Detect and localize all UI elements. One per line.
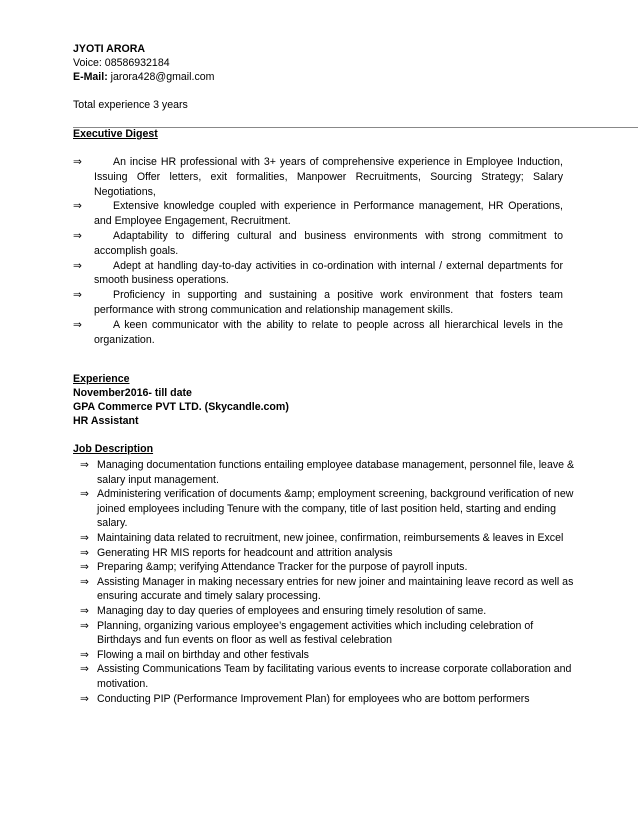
arrow-icon: ⇒ <box>73 318 82 331</box>
job-item-text: Assisting Manager in making necessary entries for new joiner and maintaining leave record as well as ensuring accurate and timely salary processing. <box>97 575 574 603</box>
job-item-text: Administering verification of documents &amp; employment screening, background verification of new joined employees including Tenure with the company, title of last position held, starting and ending salary. <box>97 488 574 530</box>
arrow-icon: ⇒ <box>80 648 89 661</box>
job-item <box>76 575 576 604</box>
arrow-icon: ⇒ <box>73 289 82 302</box>
digest-item-text: An incise HR professional with 3+ years of comprehensive experience in Employee Induction, Issuing Offer letters, exit formalities, Manpower Recruitments, Sourcing Strategy; Salary Negotiations, <box>94 156 563 198</box>
digest-item <box>73 229 563 259</box>
job-item-text: Planning, organizing various employee’s engagement activities which including celebration of Birthdays and fun events on floor as well as festival celebration <box>97 619 534 647</box>
job-item <box>76 692 576 707</box>
job-item-text: Assisting Communications Team by facilitating various events to increase corporate collaboration and motivation. <box>97 663 572 690</box>
job-item-text: Flowing a mail on birthday and other festivals <box>97 648 309 661</box>
job-item <box>76 531 576 546</box>
job-item <box>76 662 576 691</box>
arrow-icon: ⇒ <box>80 488 89 501</box>
email-line <box>73 70 214 85</box>
digest-item-text: Extensive knowledge coupled with experience in Performance management, HR Operations, and Employee Engagement, Recruitment. <box>94 200 563 228</box>
digest-item <box>73 155 563 199</box>
arrow-icon: ⇒ <box>73 259 82 272</box>
experience-role: HR Assistant <box>73 415 139 427</box>
email-label: E-Mail: <box>73 71 108 83</box>
digest-item-text: Adept at handling day-to-day activities in co-ordination with internal / external departments for smooth business operations. <box>94 259 563 287</box>
experience-heading: Experience <box>73 373 130 385</box>
arrow-icon: ⇒ <box>80 531 89 544</box>
voice-line: Voice: 08586932184 <box>73 57 170 69</box>
executive-digest-heading: Executive Digest <box>73 128 158 140</box>
digest-item <box>73 199 563 229</box>
arrow-icon: ⇒ <box>80 546 89 559</box>
job-item-text: Generating HR MIS reports for headcount and attrition analysis <box>97 546 393 559</box>
arrow-icon: ⇒ <box>80 619 89 632</box>
digest-item-text: A keen communicator with the ability to relate to people across all hierarchical levels in the organization. <box>94 318 563 346</box>
arrow-icon: ⇒ <box>73 200 82 213</box>
job-item-text: Managing documentation functions entailing employee database management, personnel file, leave & salary input management. <box>97 459 575 486</box>
job-item <box>76 458 576 487</box>
job-description-list <box>76 458 576 706</box>
total-experience: Total experience 3 years <box>73 99 188 111</box>
digest-item <box>73 288 563 318</box>
arrow-icon: ⇒ <box>80 575 89 588</box>
digest-item-text: Proficiency in supporting and sustaining a positive work environment that fosters team performance with strong communication and relationship management skills. <box>94 289 563 316</box>
job-item-text: Maintaining data related to recruitment, new joinee, confirmation, reimbursements & leaves in Excel <box>97 531 564 544</box>
digest-item-text: Adaptability to differing cultural and business environments with strong commitment to accomplish goals. <box>94 229 563 257</box>
experience-period: November2016- till date <box>73 387 192 399</box>
candidate-name: JYOTI ARORA <box>73 43 146 55</box>
job-item <box>76 619 576 648</box>
job-description-heading: Job Description <box>73 443 154 455</box>
digest-item <box>73 259 563 289</box>
arrow-icon: ⇒ <box>80 459 89 471</box>
arrow-icon: ⇒ <box>80 561 89 574</box>
digest-item <box>73 318 563 348</box>
job-item <box>76 487 576 531</box>
arrow-icon: ⇒ <box>73 229 82 242</box>
arrow-icon: ⇒ <box>73 156 82 168</box>
arrow-icon: ⇒ <box>80 663 89 676</box>
email-value: jarora428@gmail.com <box>107 71 215 83</box>
job-item <box>76 560 576 575</box>
arrow-icon: ⇒ <box>80 604 89 617</box>
experience-company: GPA Commerce PVT LTD. (Skycandle.com) <box>73 401 289 413</box>
job-item-text: Conducting PIP (Performance Improvement Plan) for employees who are bottom performers <box>97 692 530 705</box>
job-item-text: Preparing &amp; verifying Attendance Tracker for the purpose of payroll inputs. <box>97 561 468 574</box>
job-item <box>76 546 576 561</box>
arrow-icon: ⇒ <box>80 692 89 705</box>
digest-list <box>73 155 563 347</box>
job-item <box>76 604 576 619</box>
job-item <box>76 648 576 663</box>
job-item-text: Managing day to day queries of employees and ensuring timely resolution of same. <box>97 604 487 617</box>
